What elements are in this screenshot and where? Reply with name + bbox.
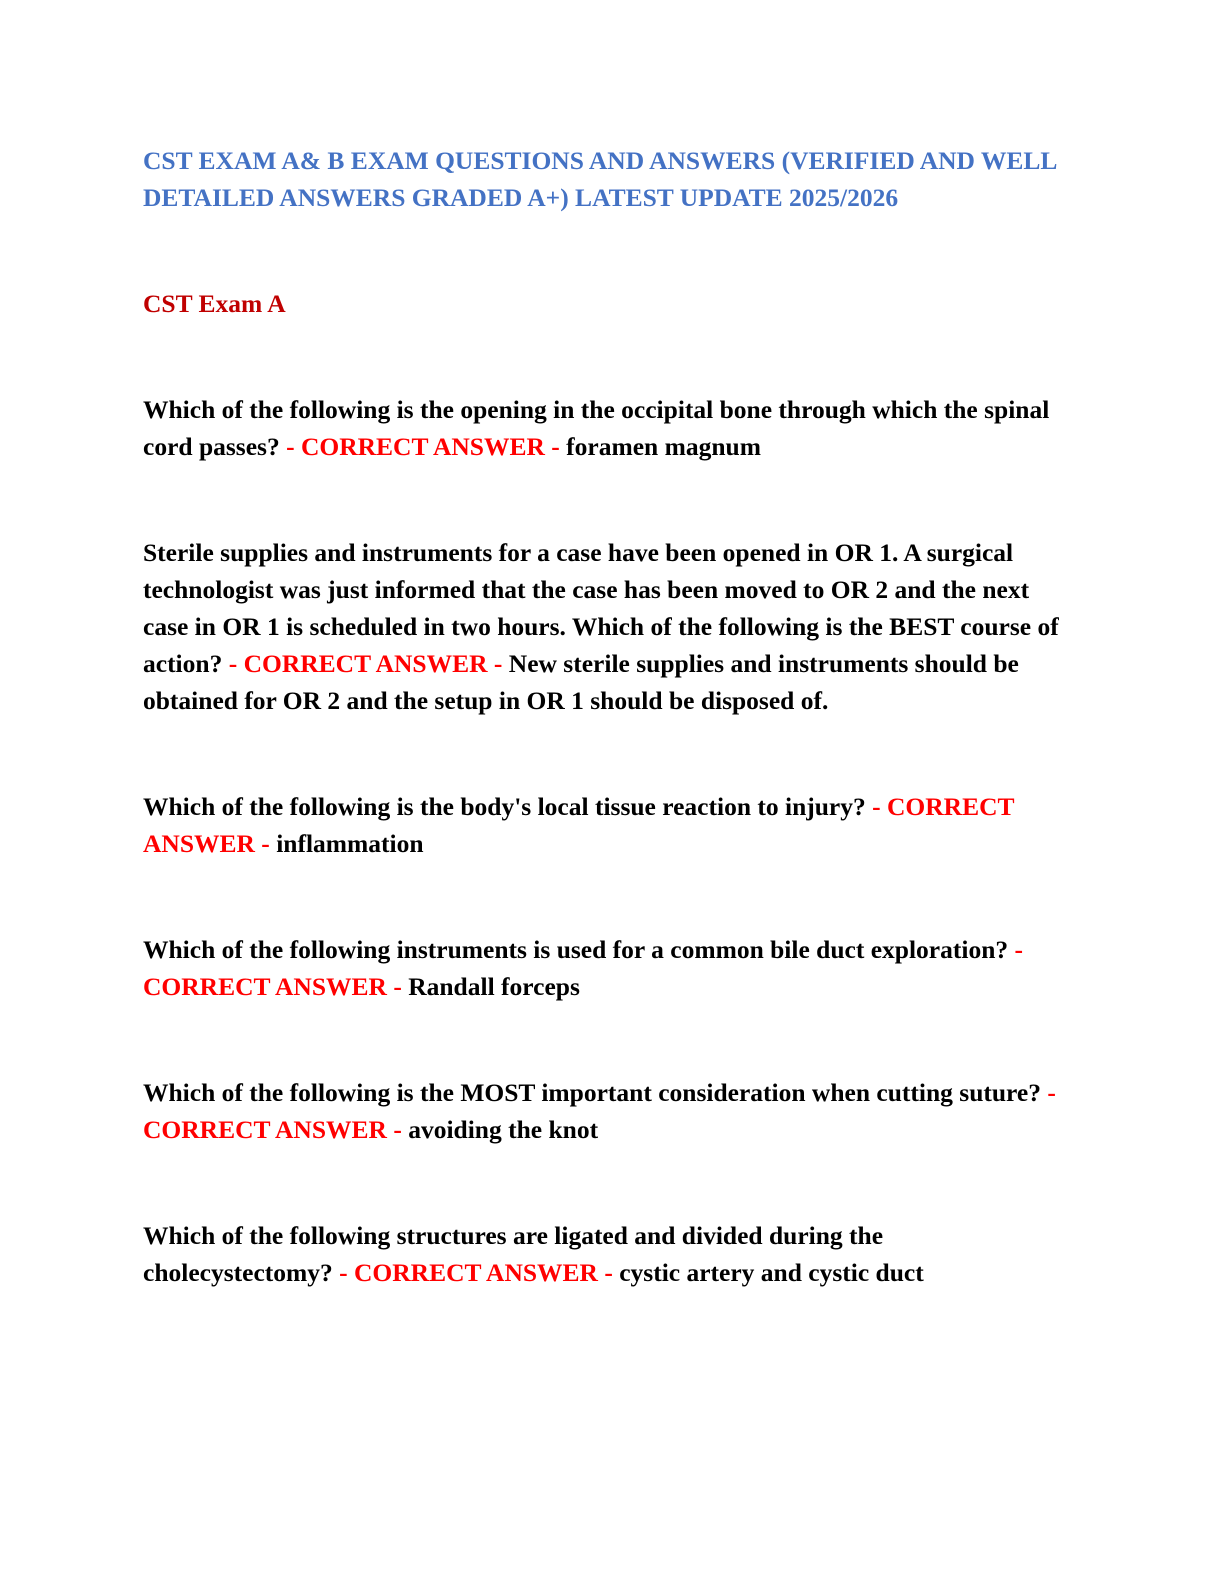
answer-text: Randall forceps bbox=[408, 972, 580, 1001]
qa-item bbox=[143, 534, 1078, 719]
answer-separator: - CORRECT ANSWER - bbox=[143, 935, 1024, 1001]
question-text: Which of the following is the opening in the occipital bone through which the spinal cord passes? bbox=[143, 395, 1050, 461]
answer-separator: - CORRECT ANSWER - bbox=[286, 432, 560, 461]
question-text: Which of the following is the body's local tissue reaction to injury? bbox=[143, 792, 866, 821]
question-text: Which of the following is the MOST important consideration when cutting suture? bbox=[143, 1078, 1041, 1107]
qa-item bbox=[143, 788, 1078, 862]
question-text: Which of the following structures are ligated and divided during the cholecystectomy? bbox=[143, 1221, 884, 1287]
qa-item bbox=[143, 1074, 1078, 1148]
answer-separator: - CORRECT ANSWER - bbox=[143, 1078, 1056, 1144]
qa-list bbox=[143, 391, 1078, 1291]
document-title: CST EXAM A& B EXAM QUESTIONS AND ANSWERS (VERIFIED AND WELL DETAILED ANSWERS GRADED A+) LATEST UPDATE 2025/2026 bbox=[143, 146, 1056, 212]
answer-separator: - CORRECT ANSWER - bbox=[143, 792, 1015, 858]
answer-text: New sterile supplies and instruments should be obtained for OR 2 and the setup in OR 1 should be disposed of. bbox=[143, 649, 1019, 715]
qa-item bbox=[143, 1217, 1078, 1291]
question-text: Sterile supplies and instruments for a case have been opened in OR 1. A surgical technologist was just informed that the case has been moved to OR 2 and the next case in OR 1 is scheduled in two hours. Which of the following is the BEST course of action? bbox=[143, 538, 1059, 678]
answer-text: foramen magnum bbox=[566, 432, 761, 461]
qa-item bbox=[143, 931, 1078, 1005]
answer-text: inflammation bbox=[276, 829, 424, 858]
question-text: Which of the following instruments is used for a common bile duct exploration? bbox=[143, 935, 1009, 964]
document-page bbox=[143, 142, 1078, 1291]
answer-text: avoiding the knot bbox=[408, 1115, 599, 1144]
answer-separator: - CORRECT ANSWER - bbox=[339, 1258, 613, 1287]
section-title: CST Exam A bbox=[143, 289, 286, 318]
qa-item bbox=[143, 391, 1078, 465]
answer-separator: - CORRECT ANSWER - bbox=[228, 649, 503, 678]
answer-text: cystic artery and cystic duct bbox=[619, 1258, 924, 1287]
